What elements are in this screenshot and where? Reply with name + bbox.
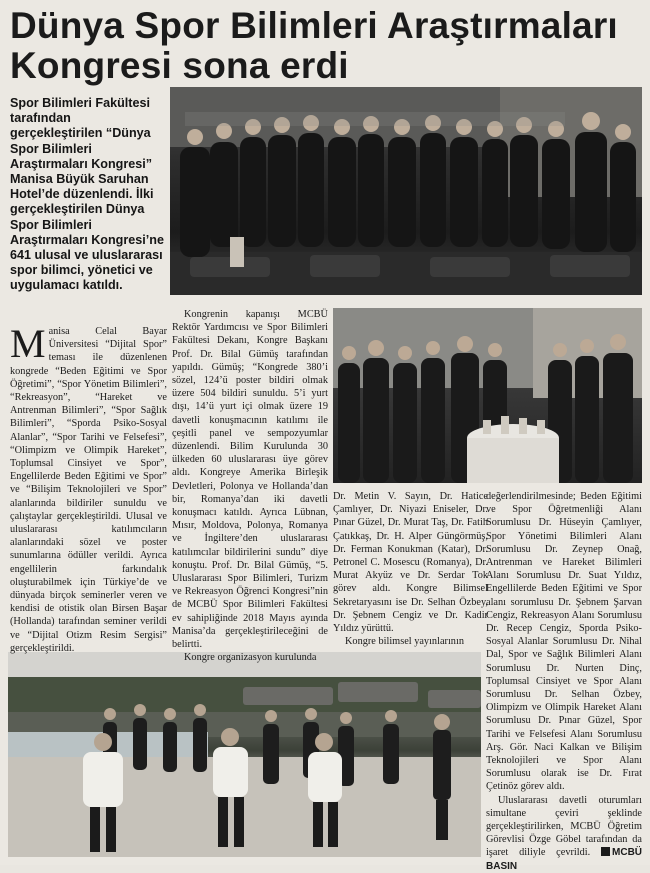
article-column-1 (10, 321, 167, 655)
outdoor-activity-photo (8, 652, 481, 857)
article-column-3 (333, 490, 488, 648)
byline: MCBÜ BASIN (486, 847, 643, 872)
column-2-paragraph-2: Kongre organizasyon kurulunda (184, 652, 317, 664)
article-headline (10, 6, 642, 86)
lead-paragraph: Spor Bilimleri Fakültesi tarafından gerçekleştirilen “Dünya Spor Bilimleri Araştırmaları Kongresi” Manisa Büyük Saruhan Hotel’de düzenlendi. İlki gerçekleştirilen Dünya Spor Bilimleri Araştırmaları Kongresi’ne 641 ulusal ve uluslararası spor bilimci, yönetici ve uygulamacı katıldı. (10, 96, 164, 293)
column-1-text: anisa Celal Bayar Üniversitesi “Dijital Spor” teması ile düzenlenen kongrede “Beden Eğitimi ve Spor Öğretimi”, “Spor Yönetim Bilimleri”, “Rekreasyon”, “Hareket ve Antrenman Bilimleri”, “Spor Sağlık Bilimleri”, “Sporda Psiko-Sosyal Alanlar”, “Spor Tarihi ve Felsefesi”, “Olimpizm ve Olimpik Hareket”, Toplumsal Cinsiyet ve Spor”, Engellilerde Beden Eğitimi ve Spor” ve “Bilişim Teknolojileri ve Spor” alanlarında bildiriler sunuldu ve çalıştaylar gerçekleştirildi. Ulusal ve uluslararası katılımcıların alanlarındaki sözel ve poster sunumlarına ödüller verildi. Ayrıca engellilerin farkındalık oluşturabilmek için Türkiye’de ve dünyada birçok seminerler veren ve kendisi de otistik olan Birsen Başar (Hollanda) tarafından seminer verildi ve “Dijital Otizm Resim Sergisi” gerçekleştirildi. (10, 326, 167, 654)
headline-line-1: Dünya Spor Bilimleri Araştırmaları (10, 5, 618, 46)
group-photo-illustration (170, 87, 642, 295)
ceremony-photo-illustration (333, 308, 642, 483)
ceremony-photo (333, 308, 642, 483)
headline-line-2: Kongresi sona erdi (10, 45, 349, 86)
group-photo (170, 87, 642, 295)
column-3-paragraph-1: Dr. Metin V. Sayın, Dr. Hatice Çamlıyer, Dr. Niyazi Eniseler, Dr. Pınar Güzel, Dr. Murat Taş, Dr. Fatih Çatıkkaş, Dr. H. Alper Güngörmüş, Dr. Ferman Konukman (Katar), Dr. Petronel C. Mosescu (Romanya), Dr. Murat Akyüz ve Dr. Serdar Tok görev aldı. Kongre Bilimsel Sekretaryasını ise Dr. Selhan Özbey, Dr. Şebnem Cengiz ve Dr. Kadir Yıldız yürüttü. (333, 491, 488, 635)
column-4-paragraph-2 (486, 794, 642, 873)
column-4-paragraph-1: değerlendirilmesinde; Beden Eğitimi ve Spor Öğretmenliği Alanı Sorumlusu Dr. Hüseyin Çamlıyer, Spor Yönetimi Bilimleri Alanı Sorumlusu Dr. Zeynep Onağ, Antrenman ve Hareket Bilimleri Alanı Sorumlusu Dr. Suat Yıldız, Engellilerde Beden Eğitimi ve Spor alanı sorumlusu Dr. Şebnem Şarvan Cengiz, Rekreasyon Alanı Sorumlusu Dr. Recep Cengiz, Sporda Psiko-Sosyal Alanlar Sorumlusu Dr. Nihal Dal, Spor ve Sağlık Bilimleri Alanı Sorumlusu Dr. Nurten Dinç, Toplumsal Cinsiyet ve Spor Alanı Sorumlusu Dr. Selhan Özbey, Olimpizm ve Olimpik Hareket Alanı Sorumlusu Dr. Pınar Güzel, Spor Tarihi ve Felsefesi Alanı Sorumlusu Arş. Gör. Naci Kalkan ve Bilişim Teknolojileri ve Spor Alanı Sorumlusu olarak ise Dr. Fırat Çetinöz görev aldı. (486, 491, 642, 793)
column-3-paragraph-2: Kongre bilimsel yayınlarının (345, 636, 464, 648)
column-2-paragraph-1: Kongrenin kapanışı MCBÜ Rektör Yardımcısı ve Spor Bilimleri Fakültesi Dekanı, Kongre Başkanı Prof. Dr. Bilal Gümüş tarafından yapıldı. Gümüş; “Kongrede 380’i sözel, 124’ü poster bildiri olmak üzere 504 bildiri sunuldu. 5’i yurt dışı, 14’ü yurt içi olmak üzere 19 davetli konuşmacının katılımı ile çeşitli panel ve sempozyumlar düzenlendi. Bilim Kurulunda 30 ülkeden 60 uluslararası üye görev aldı. Kongreye Amerika Birleşik Devletleri, Polonya ve Hollanda’dan bir, Romanya’dan iki davetli konuşmacı katıldı. Ayrıca Lübnan, Mısır, Moldova, Polonya, Romanya ve İngiltere’den uluslararası katılımcılar bildirilerini sundu” diye konuştu. Prof. Dr. Bilal Gümüş, “5. Uluslararası Spor Bilimleri, Turizm ve Rekreasyon Öğrenci Kongresi”nin de MCBÜ Spor Bilimleri Fakültesi ev sahipliğinde 2018 Mayıs ayında Manisa’da gerçekleştirileceğini de belirtti. (172, 309, 328, 651)
article-column-2 (172, 308, 328, 664)
column-4-paragraph-2-text: Uluslararası davetli oturumları simultane çeviri şeklinde gerçekleştirilirken, MCBÜ Öğretim Görevlisi Özge Göbel tarafından da işaret diliyle çevrildi. (486, 794, 642, 859)
end-square-icon (601, 847, 610, 856)
article-column-4 (486, 490, 642, 873)
outdoor-activity-photo-illustration (8, 652, 481, 857)
drop-cap: M (10, 321, 46, 366)
